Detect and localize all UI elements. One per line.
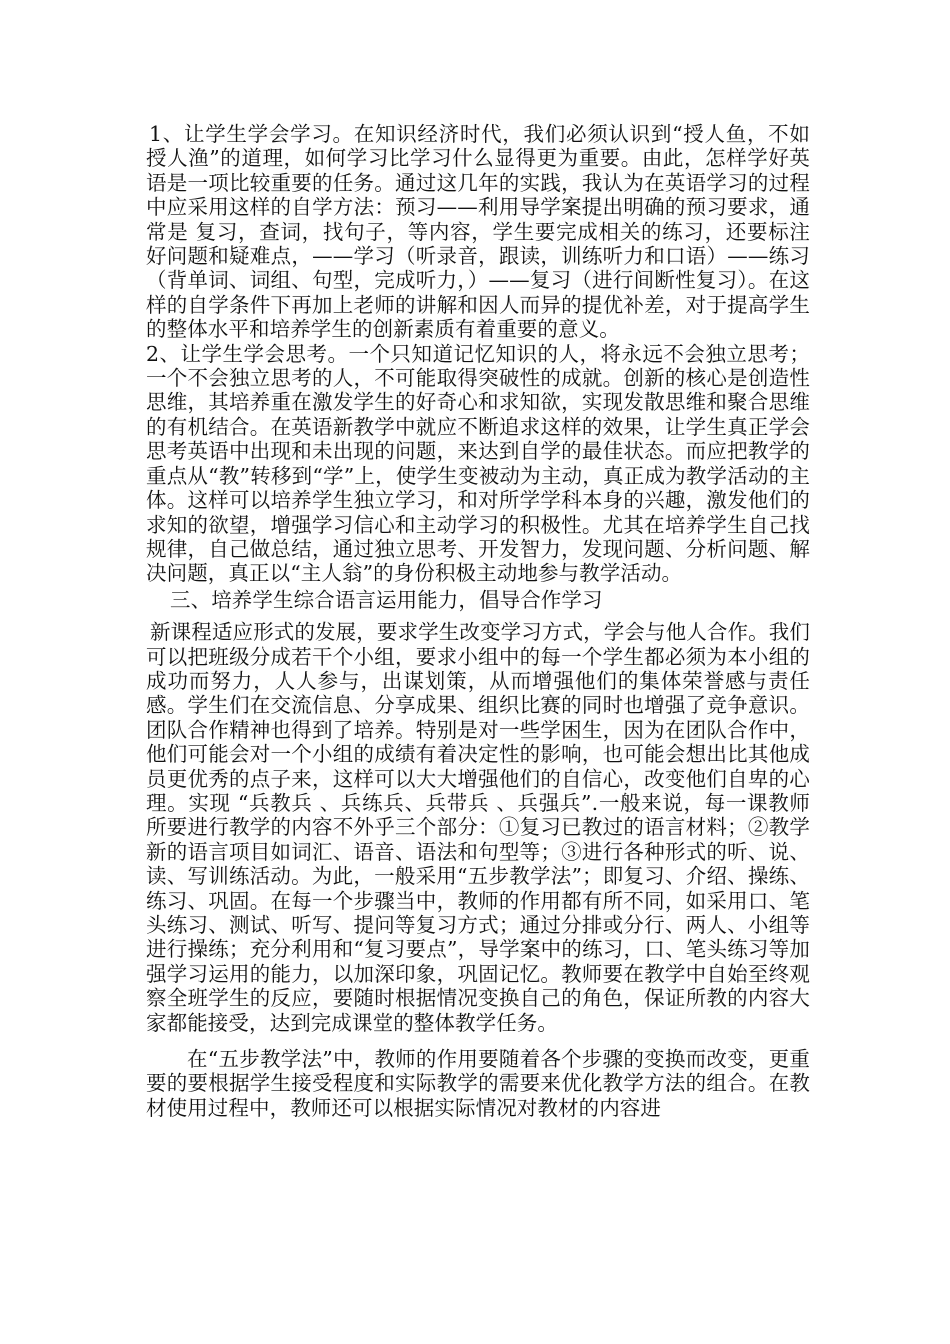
document-body <box>146 122 810 1120</box>
paragraph-learn-to-learn: 1、让学生学会学习。在知识经济时代，我们必须认识到“授人鱼，不如授人渔”的道理，如何学习比学习什么显得更为重要。由此，怎样学好英语是一项比较重要的任务。通过这几年的实践，我认为在英语学习的过程中应采用这样的自学方法：预习——利用导学案提出明确的预习要求，通常是 复习，查词，找句子，等内容，学生要完成相关的练习，还要标注好问题和疑难点，——学习（听录音，跟读，训练听力和口语）——练习（背单词、词组、句型，完成听力，）——复习（进行间断性复习）。在这样的自学条件下再加上老师的讲解和因人而异的提优补差，对于提高学生的整体水平和培养学生的创新素质有着重要的意义。 <box>146 122 810 342</box>
section-heading: 三、培养学生综合语言运用能力，倡导合作学习 <box>170 587 603 612</box>
paragraph-five-step-method: 在“五步教学法”中，教师的作用要随着各个步骤的变换而改变，更重要的要根据学生接受程度和实际教学的需要来优化教学方法的组合。在教材使用过程中，教师还可以根据实际情况对教材的内容进 <box>146 1047 810 1120</box>
paragraph-learn-to-think: 2、让学生学会思考。一个只知道记忆知识的人，将永远不会独立思考；一个不会独立思考的人，不可能取得突破性的成就。创新的核心是创造性思维，其培养重在激发学生的好奇心和求知欲，实现发散思维和聚合思维的有机结合。在英语新教学中就应不断追求这样的效果，让学生真正学会思考英语中出现和未出现的问题，来达到自学的最佳状态。而应把教学的重点从“教”转移到“学”上，使学生变被动为主动，真正成为教学活动的主体。这样可以培养学生独立学习，和对所学学科本身的兴趣，激发他们的求知的欲望，增强学习信心和主动学习的积极性。尤其在培养学生自己找规律，自己做总结，通过独立思考、开发智力，发现问题、分析问题、解决问题，真正以“主人翁”的身份积极主动地参与教学活动。 <box>146 341 810 586</box>
paragraph-cooperative-learning: 新课程适应形式的发展，要求学生改变学习方式，学会与他人合作。我们可以把班级分成若干个小组，要求小组中的每一个学生都必须为本小组的成功而努力，人人参与，出谋划策，从而增强他们的集体荣誉感与责任感。学生们在交流信息、分享成果、组织比赛的同时也增强了竞争意识。团队合作精神也得到了培养。特别是对一些学困生，因为在团队合作中，他们可能会对一个小组的成绩有着决定性的影响，也可能会想出比其他成员更优秀的点子来，这样可以大大增强他们的自信心，改变他们自卑的心理。实现 “兵教兵 、兵练兵、兵带兵 、兵强兵”.一般来说，每一课教师所要进行教学的内容不外乎三个部分：①复习已教过的语言材料；②教学新的语言项目如词汇、语音、语法和句型等；③进行各种形式的听、说、读、写训练活动。为此，一般采用“五步教学法”；即复习、介绍、操练、练习、巩固。在每一个步骤当中，教师的作用都有所不同，如采用口、笔头练习、测试、听写、提问等复习方式；通过分排或分行、两人、小组等进行操练；充分利用和“复习要点”，导学案中的练习，口、笔头练习等加强学习运用的能力，以加深印象，巩固记忆。教师要在教学中自始至终观察全班学生的反应，要随时根据情况变换自己的角色，保证所教的内容大家都能接受，达到完成课堂的整体教学任务。 <box>146 620 810 1035</box>
